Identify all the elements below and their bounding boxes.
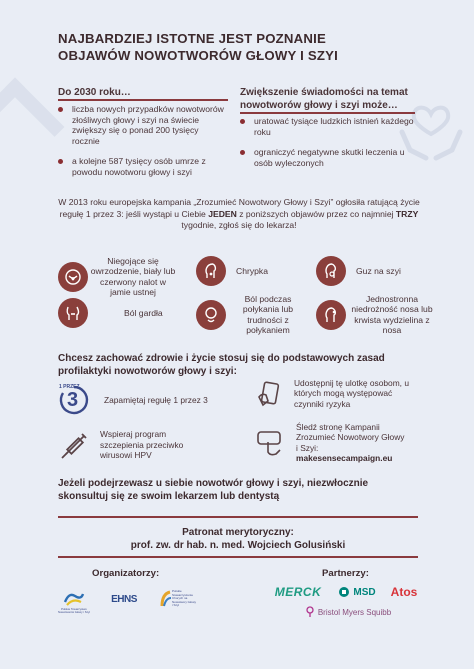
sore-throat-icon (58, 298, 88, 328)
bms-logo (298, 604, 398, 620)
atos-logo (386, 582, 422, 602)
symptom-item (58, 256, 176, 298)
organizers-title: Organizatorzy: (92, 568, 160, 579)
left-column-list (58, 104, 228, 178)
follow-item (254, 422, 406, 464)
list-item: ograniczyć negatywne skutki leczenia u osób wyleczonych (240, 147, 415, 168)
divider (58, 556, 418, 558)
left-column-rule (58, 99, 228, 101)
intro-text-1: W 2013 roku europejska kampania „Zrozumieć Nowotwory Głowy i Szyi” ogłosiła ratującą życie regułę 1 przez 3: jeśli wystąpi u Ciebie (58, 197, 420, 219)
hpv-item (58, 428, 186, 462)
follow-text-block (296, 422, 406, 464)
list-item: uratować tysiące ludzkich istnień każdego roku (240, 116, 415, 137)
throat-icon (196, 256, 226, 286)
ehns-logo (104, 590, 144, 608)
share-text: Udostępnij tę ulotkę osobom, u których mogą występować czynniki ryzyka (294, 378, 409, 409)
intro-bold-three: TRZY (395, 208, 419, 219)
symptom-item (196, 294, 306, 336)
follow-text: Śledź stronę Kampanii Zrozumieć Nowotwory Głowy i Szyi: (296, 422, 405, 453)
campaign-url[interactable]: makesensecampaign.eu (296, 453, 393, 464)
page-title: NAJBARDZIEJ ISTOTNE JEST POZNANIE OBJAWÓW NOWOTWORÓW GŁOWY I SZYI (58, 31, 338, 63)
hand-click-icon (254, 428, 286, 458)
symptom-item (316, 256, 401, 286)
msd-logo-text: MSD (353, 586, 376, 598)
ptngs-logo (56, 585, 92, 619)
swallowing-icon (196, 300, 226, 330)
one-by-three-badge (58, 384, 90, 416)
intro-text-2: z poniższych objawów przez co najmniej (236, 208, 396, 219)
ehns-logo-text: EHNS (111, 593, 137, 605)
right-column-list (240, 116, 415, 168)
patron-title: Patronat merytoryczny: (182, 527, 294, 538)
divider (58, 516, 418, 518)
neck-icon (316, 256, 346, 286)
symptom-item (196, 256, 268, 286)
share-leaflet-icon (254, 379, 284, 409)
pscng-logo-text: Polskie Stowarzyszenie Chorych na Nowotwory Głowy i Szyi (172, 589, 197, 608)
msd-logo-icon (338, 586, 350, 598)
merck-logo-text: MERCK (274, 585, 322, 599)
intro-bold-one: JEDEN (208, 208, 237, 219)
pscng-logo-icon (160, 590, 172, 608)
atos-logo-text: Atos (390, 585, 418, 599)
symptom-item (58, 298, 163, 328)
bms-logo-icon (305, 606, 315, 618)
symptom-item (316, 294, 434, 336)
symptom-label: Guz na szyi (356, 265, 401, 276)
symptom-label: Chrypka (236, 265, 268, 276)
share-item (254, 378, 414, 409)
house-outline-decoration (0, 78, 64, 177)
patron-name: prof. zw. dr hab. n. med. Wojciech Golusiński (130, 540, 346, 551)
consult-note: Jeżeli podejrzewasz u siebie nowotwór głowy i szyi, niezwłocznie skonsultuj się ze swoim lekarzem lub dentystą (58, 478, 369, 502)
ptngs-logo-text: Polskie Towarzystwo Nowotworów Głowy i Szyi (57, 607, 91, 614)
symptom-label: Ból gardła (124, 307, 163, 318)
bms-logo-text: Bristol Myers Squibb (317, 607, 392, 617)
badge-small-text: 1 PRZEZ (59, 384, 80, 390)
pscng-logo (160, 588, 196, 610)
syringe-icon (58, 428, 92, 462)
hpv-text: Wspieraj program szczepienia przeciwko wirusowi HPV (100, 429, 184, 461)
ptngs-logo-icon (63, 590, 85, 608)
partners-title: Partnerzy: (322, 568, 369, 579)
list-item: a kolejne 587 tysięcy osób umrze z powodu nowotworu głowy i szyi (58, 156, 228, 177)
symptom-label: Jednostronna niedrożność nosa lub krwista wydzielina z nosa (351, 294, 433, 336)
prevention-rule-item (58, 384, 208, 416)
campaign-intro (58, 197, 420, 232)
right-column-rule (240, 112, 415, 114)
rule-text: Zapamiętaj regułę 1 przez 3 (104, 394, 208, 405)
right-column-heading: Zwiększenie świadomości na temat nowotworów głowy i szyi może… (240, 87, 408, 111)
symptom-label: Ból podczas połykania lub trudności z połykaniem (242, 294, 294, 336)
symptom-label: Niegojące się owrzodzenie, biały lub czerwony nalot w jamie ustnej (90, 256, 176, 298)
intro-text-3: tygodnie, zgłoś się do lekarza! (181, 220, 297, 231)
msd-logo (334, 583, 380, 601)
nose-icon (316, 300, 346, 330)
badge-number: 3 (67, 389, 79, 411)
prevention-heading: Chcesz zachować zdrowie i życie stosuj się do podstawowych zasad profilaktyki nowotworów głowy i szyi: (58, 353, 385, 377)
tongue-icon (58, 262, 88, 292)
merck-logo (270, 584, 326, 600)
left-column-heading: Do 2030 roku… (58, 87, 131, 98)
list-item: liczba nowych przypadków nowotworów złośliwych głowy i szyi na świecie zwiększy się o ponad 200 tysięcy rocznie (58, 104, 228, 146)
